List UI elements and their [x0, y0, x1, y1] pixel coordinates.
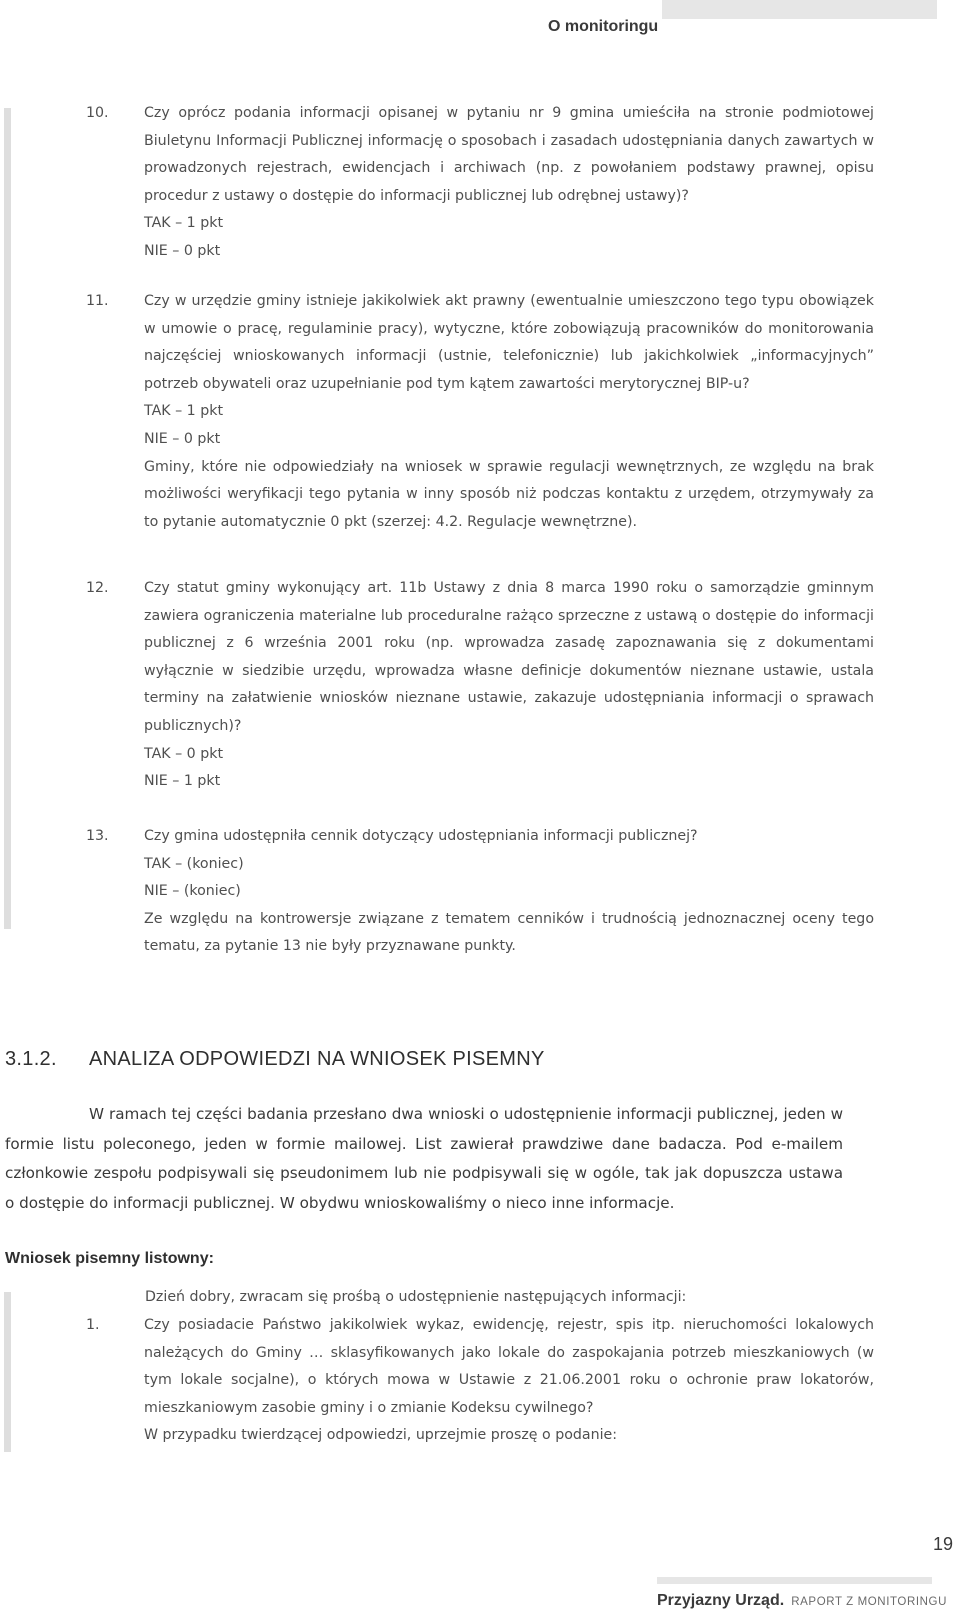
question-note: Ze względu na kontrowersje związane z tematem cenników i trudnością jednoznacznej oceny tego tematu, za pytanie 13 nie były przyznawane punkty.	[144, 910, 874, 955]
option-no: NIE – 0 pkt	[144, 430, 221, 447]
option-yes: TAK – 0 pkt	[144, 745, 224, 762]
running-header-title: O monitoringu	[548, 18, 659, 35]
section-title: ANALIZA ODPOWIEDZI NA WNIOSEK PISEMNY	[89, 1048, 545, 1070]
option-yes: TAK – 1 pkt	[144, 215, 224, 232]
question-10	[86, 100, 874, 266]
question-number: 12.	[86, 580, 109, 596]
list-item-number: 1.	[86, 1317, 100, 1333]
list-item-followup: W przypadku twierdzącej odpowiedzi, uprzejmie proszę o podanie:	[144, 1427, 618, 1444]
question-number: 10.	[86, 105, 109, 121]
option-yes: TAK – 1 pkt	[144, 403, 224, 420]
questions-side-bar	[4, 108, 11, 929]
question-13	[86, 823, 874, 961]
question-note: Gminy, które nie odpowiedziały na wniosek w sprawie regulacji wewnętrznych, ze względu na brak możliwości weryfikacji tego pytania w inny sposób niż podczas kontaktu z urzędem, otrzymywały za to pytanie automatycznie 0 pkt (szerzej: 4.2. Regulacje wewnętrzne).	[144, 458, 874, 530]
question-number: 13.	[86, 828, 109, 844]
letter-greeting: Dzień dobry, zwracam się prośbą o udostępnienie następujących informacji:	[145, 1289, 687, 1305]
footer-brand-name: Przyjazny Urząd.	[657, 1592, 785, 1609]
section-intro-paragraph: W ramach tej części badania przesłano dwa wnioski o udostępnienie informacji publicznej, jeden w formie listu poleconego, jeden w formie mailowej. List zawierał prawdziwe dane badacza. Pod e-mailem członkowie zespołu podpisywali się pseudonimem lub nie podpisywali się w ogóle, tak jak dopuszcza ustawa o dostępie do informacji publicznej. W obydwu wnioskowaliśmy o nieco inne informacje.	[5, 1105, 843, 1212]
footer-brand	[657, 1590, 947, 1610]
page-number: 19	[933, 1534, 954, 1554]
header-decor-bar	[662, 0, 937, 19]
footer-subtitle: RAPORT Z MONITORINGU	[791, 1596, 948, 1608]
letter-side-bar	[4, 1292, 11, 1452]
question-text: Czy statut gminy wykonujący art. 11b Ustawy z dnia 8 marca 1990 roku o samorządzie gminnym zawiera ograniczenia materialne lub proceduralne rażąco sprzeczne z ustawą o dostępie do informacji publicznej z 6 września 2001 roku (np. wprowadza zasadę zapoznawania się z dokumentami wyłącznie w siedzibie urzędu, wprowadza własne definicje dokumentów nieznane ustawie, ustala terminy na załatwienie wniosków nieznane ustawie, zakazuje udostępniania informacji o sprawach publicznych)?	[144, 580, 874, 734]
footer-decor-bar	[657, 1577, 932, 1584]
question-text: Czy w urzędzie gminy istnieje jakikolwiek akt prawny (ewentualnie umieszczono tego typu obowiązek w umowie o pracę, regulaminie pracy), wytyczne, które zobowiązują pracowników do monitorowania najczęściej wnioskowanych informacji (ustnie, telefonicznie) lub jakichkolwiek „informacyjnych” potrzeb obywateli oraz uzupełnianie pod tym kątem zawartości merytorycznej BIP-u?	[144, 293, 874, 392]
question-text: Czy gmina udostępniła cennik dotyczący udostępniania informacji publicznej?	[144, 828, 698, 844]
question-text: Czy oprócz podania informacji opisanej w pytaniu nr 9 gmina umieściła na stronie podmiotowej Biuletynu Informacji Publicznej informację o sposobach i zasadach udostępniania danych zawartych w prowadzonych rejestrach, ewidencjach i archiwach (np. z powołaniem podstawy prawnej, opisu procedur z ustawy o dostępie do informacji publicznej lub odrębnej ustawy)?	[144, 105, 874, 204]
question-11	[86, 288, 874, 536]
option-yes: TAK – (koniec)	[144, 855, 244, 872]
option-no: NIE – (koniec)	[144, 883, 241, 900]
list-item-text: Czy posiadacie Państwo jakikolwiek wykaz, ewidencję, rejestr, spis itp. nieruchomości lokalowych należących do Gminy … sklasyfikowanych jako lokale do zaspokajania potrzeb mieszkaniowych (w tym lokale socjalne), o których mowa w Ustawie z 21.06.2001 roku o ochronie praw lokatorów, mieszkaniowym zasobie gminy i o zmianie Kodeksu cywilnego?	[144, 1317, 874, 1416]
question-12	[86, 575, 874, 796]
section-number: 3.1.2.	[5, 1048, 57, 1070]
question-number: 11.	[86, 293, 109, 309]
section-heading	[5, 1048, 545, 1071]
letter-item-1	[86, 1312, 874, 1450]
letter-heading: Wniosek pisemny listowny:	[5, 1250, 214, 1267]
option-no: NIE – 1 pkt	[144, 773, 221, 790]
option-no: NIE – 0 pkt	[144, 242, 221, 259]
